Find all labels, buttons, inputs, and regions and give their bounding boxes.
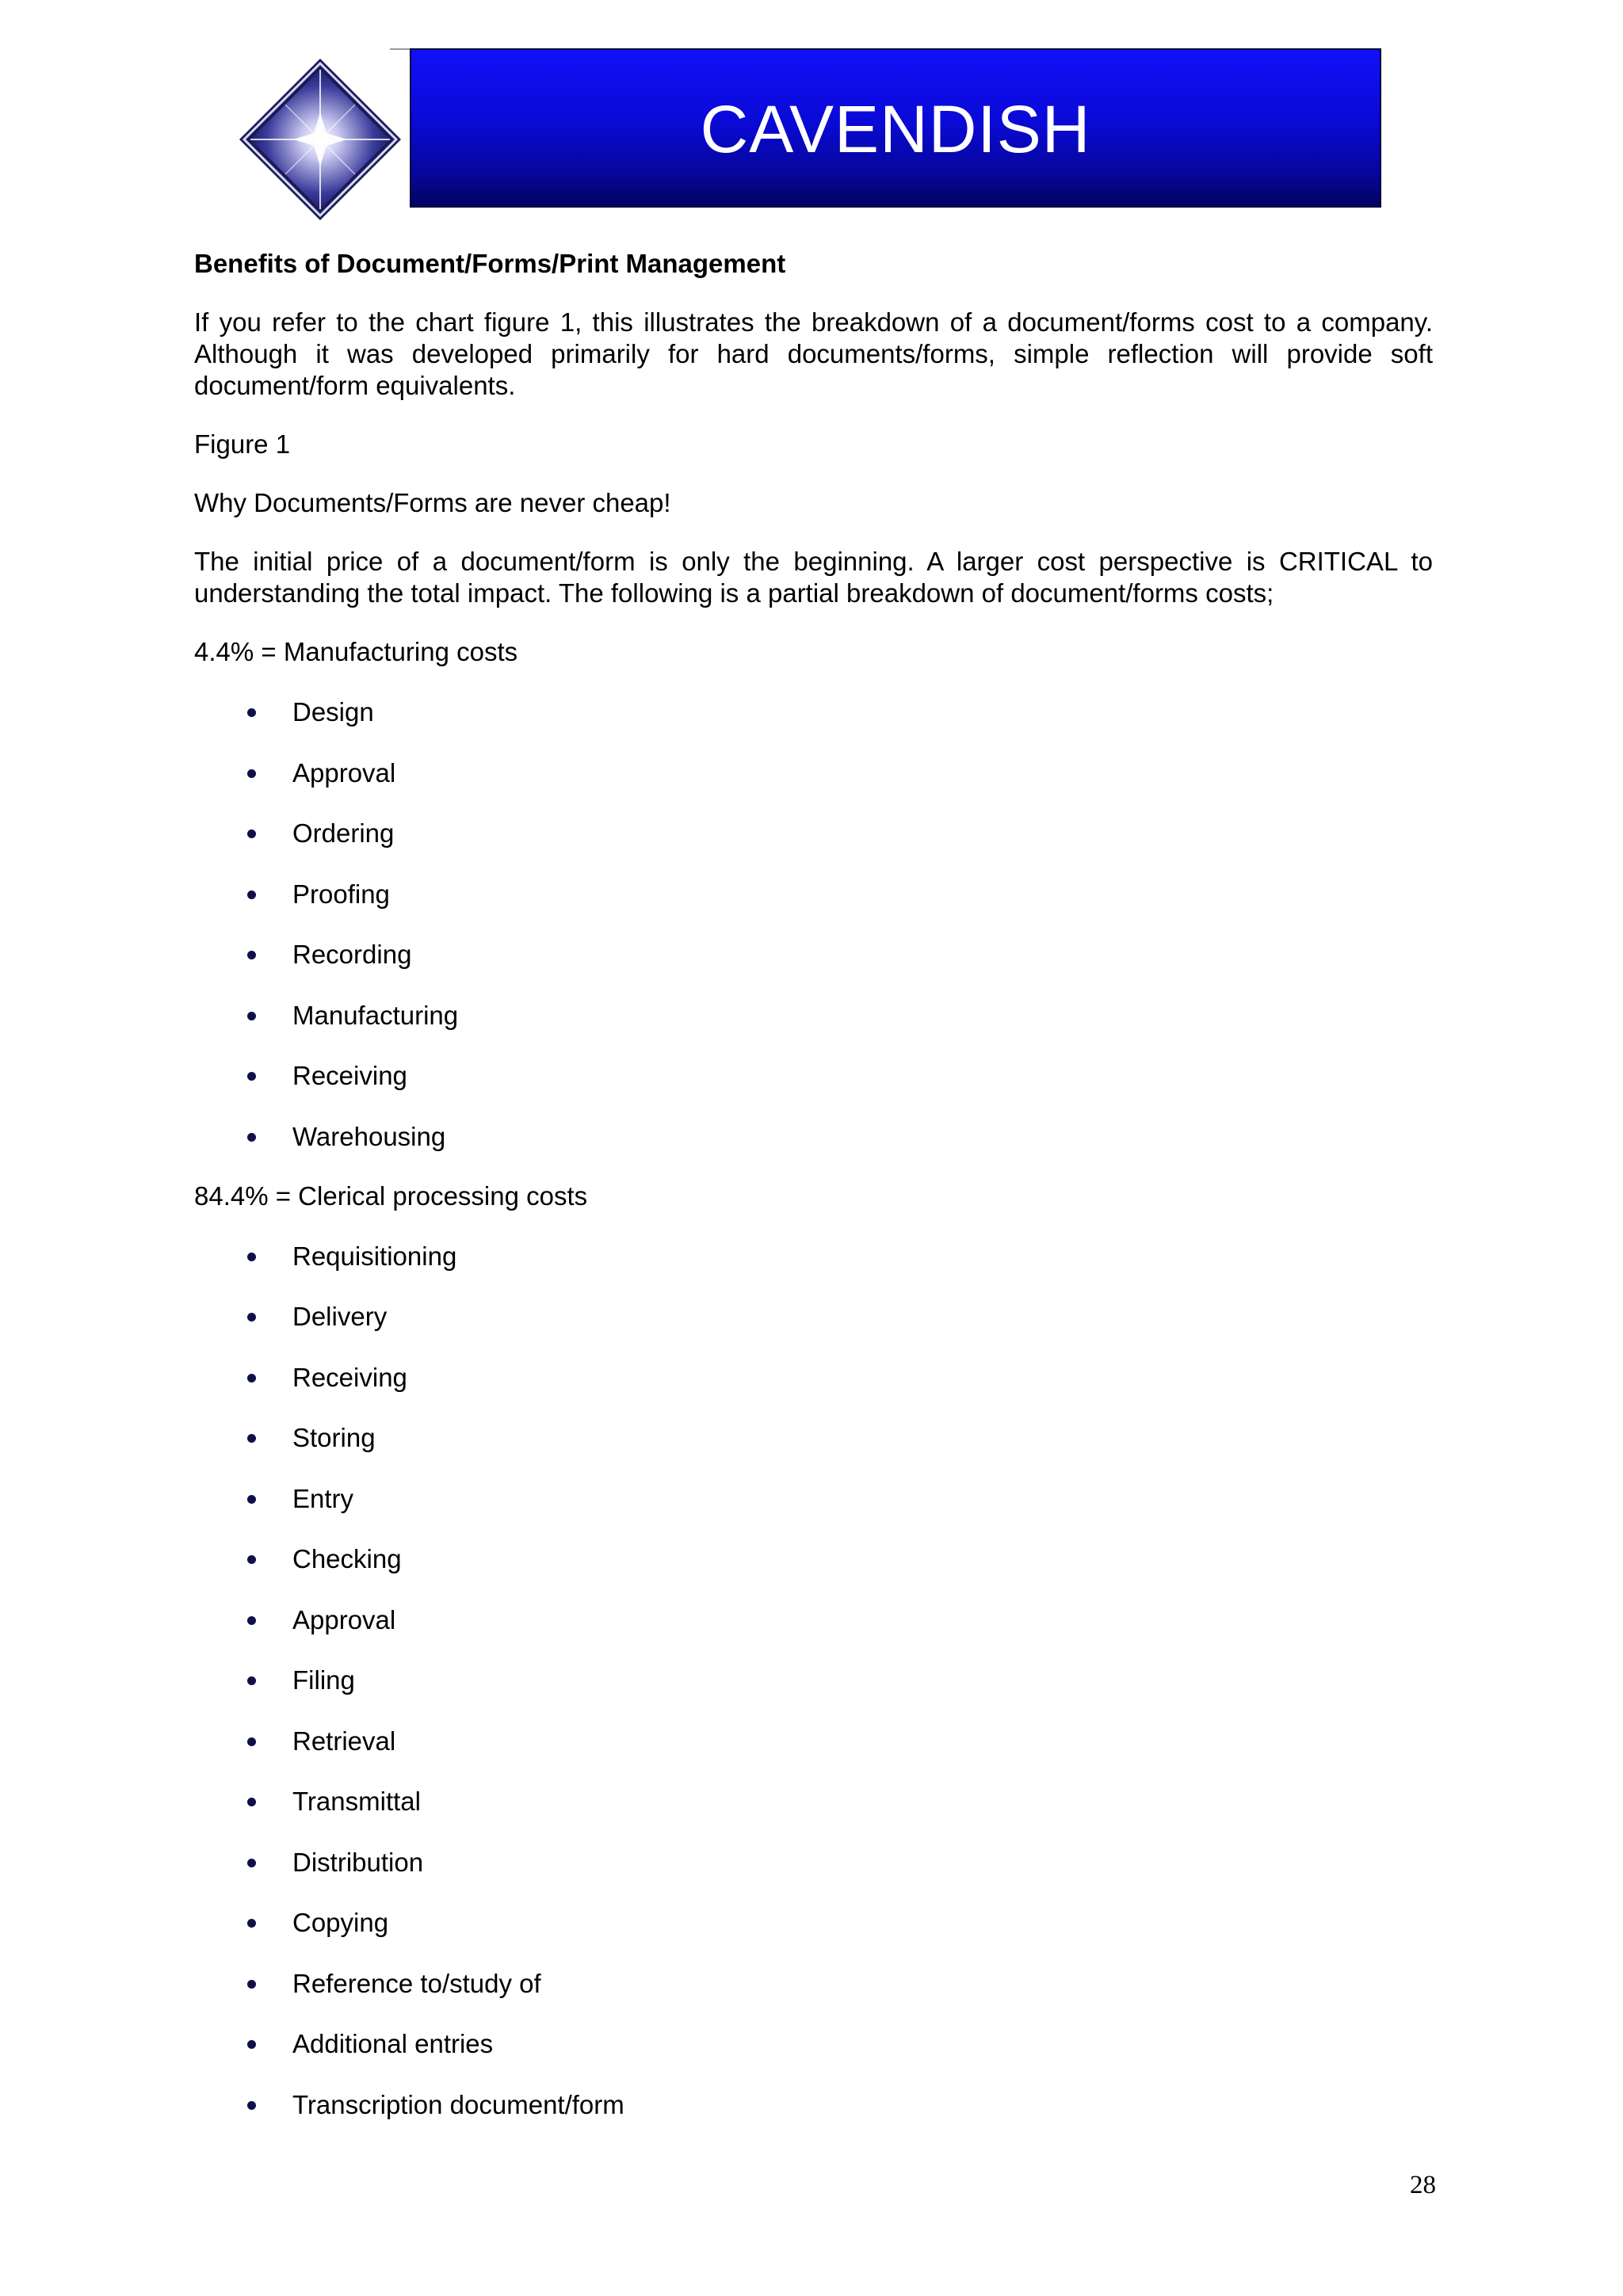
list-item: Ordering <box>194 818 1433 849</box>
bullet-icon <box>247 1434 256 1443</box>
figure-caption: Why Documents/Forms are never cheap! <box>194 488 671 517</box>
bullet-icon <box>247 1919 256 1928</box>
list-item: Proofing <box>194 879 1433 910</box>
section-heading: Benefits of Document/Forms/Print Management <box>194 249 786 278</box>
list-item: Receiving <box>194 1362 1433 1394</box>
bullet-icon <box>247 769 256 778</box>
main-content <box>194 248 1433 2121</box>
list-item: Storing <box>194 1422 1433 1454</box>
list-item: Approval <box>194 757 1433 789</box>
list-item: Retrieval <box>194 1726 1433 1757</box>
bullet-icon <box>247 1737 256 1746</box>
bullet-icon <box>247 1616 256 1625</box>
list-item: Filing <box>194 1665 1433 1696</box>
bullet-icon <box>247 2101 256 2110</box>
bullet-icon <box>247 1012 256 1020</box>
bullet-icon <box>247 2040 256 2049</box>
bullet-icon <box>247 1072 256 1081</box>
list-item: Warehousing <box>194 1121 1433 1153</box>
manufacturing-costs-label: 4.4% = Manufacturing costs <box>194 637 518 666</box>
bullet-icon <box>247 1374 256 1383</box>
bullet-icon <box>247 951 256 959</box>
figure-label: Figure 1 <box>194 429 291 459</box>
list-item: Distribution <box>194 1847 1433 1878</box>
clerical-list <box>194 1241 1433 2121</box>
list-item: Transmittal <box>194 1786 1433 1817</box>
list-item: Receiving <box>194 1060 1433 1092</box>
list-item: Checking <box>194 1543 1433 1575</box>
cavendish-logo-icon <box>238 57 403 222</box>
bullet-icon <box>247 1676 256 1685</box>
list-item: Recording <box>194 939 1433 971</box>
bullet-icon <box>247 1253 256 1261</box>
brand-title: CAVENDISH <box>700 92 1091 166</box>
list-item: Copying <box>194 1907 1433 1939</box>
cost-intro-paragraph: The initial price of a document/form is only the beginning. A larger cost perspective is CRITICAL to understanding the total impact. The following is a partial breakdown of document/forms costs; <box>194 547 1433 608</box>
page-number: 28 <box>1410 2171 1436 2199</box>
bullet-icon <box>247 1133 256 1142</box>
list-item: Transcription document/form <box>194 2089 1433 2121</box>
bullet-icon <box>247 708 256 717</box>
bullet-icon <box>247 830 256 838</box>
list-item: Reference to/study of <box>194 1968 1433 2000</box>
bullet-icon <box>247 1555 256 1564</box>
list-item: Additional entries <box>194 2028 1433 2060</box>
bullet-icon <box>247 891 256 899</box>
manufacturing-list <box>194 696 1433 1153</box>
bullet-icon <box>247 1980 256 1989</box>
bullet-icon <box>247 1495 256 1504</box>
clerical-costs-label: 84.4% = Clerical processing costs <box>194 1180 588 1211</box>
list-item: Entry <box>194 1483 1433 1515</box>
list-item: Delivery <box>194 1301 1433 1333</box>
list-item: Approval <box>194 1604 1433 1636</box>
list-item: Manufacturing <box>194 1000 1433 1032</box>
bullet-icon <box>247 1859 256 1867</box>
header-banner <box>410 48 1381 208</box>
bullet-icon <box>247 1313 256 1322</box>
list-item: Requisitioning <box>194 1241 1433 1272</box>
list-item: Design <box>194 696 1433 728</box>
intro-paragraph: If you refer to the chart figure 1, this illustrates the breakdown of a document/forms cost to a company. Although it was developed primarily for hard documents/forms, simple reflection will provide soft document/form equivalents. <box>194 307 1433 400</box>
bullet-icon <box>247 1798 256 1806</box>
